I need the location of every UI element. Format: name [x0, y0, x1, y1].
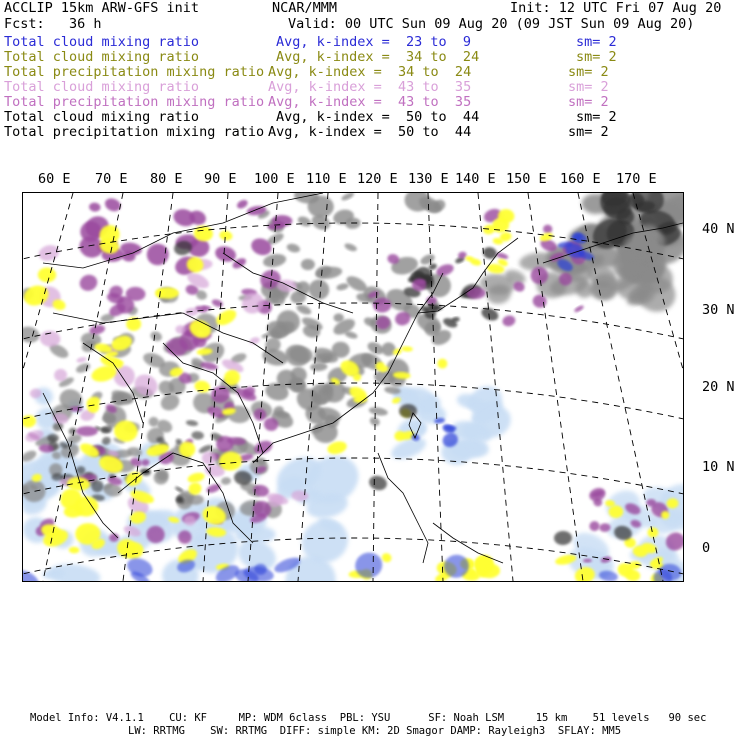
legend-smoothing: sm= 2: [568, 124, 609, 140]
precip-patch: [76, 426, 98, 436]
precip-patch: [103, 196, 123, 213]
precip-patch: [573, 304, 584, 313]
precip-patch: [205, 482, 221, 494]
longitude-label: 60 E: [38, 171, 71, 187]
legend-k-index: Avg, k-index = 43 to 35: [268, 79, 472, 95]
mid-cloud-patch: [69, 547, 80, 554]
longitude-label: 100 E: [254, 171, 295, 187]
upper-cloud-patch: [480, 306, 501, 323]
init-time: Init: 12 UTC Fri 07 Aug 20: [510, 0, 722, 16]
upper-cloud-patch: [187, 495, 204, 505]
latitude-label: 20 N: [702, 379, 735, 395]
precip-patch: [213, 244, 237, 264]
upper-cloud-patch: [343, 242, 357, 253]
latitude-label: 0: [702, 540, 711, 556]
legend-smoothing: sm= 2: [568, 79, 609, 95]
legend-field-label: Total precipitation mixing ratio: [4, 64, 265, 80]
legend-k-index: Avg, k-index = 50 to 44: [276, 109, 480, 125]
valid-time: Valid: 00 UTC Sun 09 Aug 20 (09 JST Sun 09 Aug 20): [288, 16, 695, 32]
longitude-label: 90 E: [204, 171, 237, 187]
upper-cloud-patch: [482, 246, 498, 260]
thin-cloud-patch: [23, 567, 41, 581]
precip-patch: [236, 198, 250, 210]
upper-cloud-patch: [336, 282, 350, 291]
legend-field-label: Total cloud mixing ratio: [4, 49, 200, 65]
model-info-line1: Model Info: V4.1.1 CU: KF MP: WDM 6class PBL: YSU SF: Noah LSM 15 km 51 levels 90 sec: [30, 712, 707, 724]
upper-cloud-patch: [340, 193, 355, 202]
precip-patch: [543, 224, 553, 234]
longitude-label: 150 E: [506, 171, 547, 187]
legend-k-index: Avg, k-index = 34 to 24: [276, 49, 480, 65]
legend-smoothing: sm= 2: [576, 49, 617, 65]
upper-cloud-patch: [310, 362, 328, 371]
coastline: [378, 453, 428, 563]
precip-patch: [211, 298, 224, 308]
upper-cloud-patch: [149, 330, 163, 343]
latitude-label: 40 N: [702, 221, 735, 237]
upper-cloud-patch: [295, 303, 312, 316]
meridian-line: [428, 193, 443, 581]
longitude-label: 140 E: [455, 171, 496, 187]
legend-k-index: Avg, k-index = 50 to 44: [268, 124, 472, 140]
cloud-fields: [23, 193, 683, 581]
latitude-label: 30 N: [702, 302, 735, 318]
longitude-label: 120 E: [357, 171, 398, 187]
upper-cloud-patch: [282, 341, 312, 369]
precip-patch: [89, 202, 101, 212]
mid-cloud-patch: [187, 471, 206, 484]
convective-core: [554, 531, 572, 546]
legend-field-label: Total precipitation mixing ratio: [4, 124, 265, 140]
legend-k-index: Avg, k-index = 34 to 24: [268, 64, 472, 80]
legend-smoothing: sm= 2: [576, 109, 617, 125]
upper-cloud-patch: [368, 406, 388, 417]
mid-cloud-patch: [609, 505, 624, 518]
longitude-label: 80 E: [150, 171, 183, 187]
longitude-label: 160 E: [560, 171, 601, 187]
legend-k-index: Avg, k-index = 23 to 9: [276, 34, 472, 50]
precip-patch: [496, 252, 509, 261]
precip-patch: [501, 314, 516, 328]
legend-k-index: Avg, k-index = 43 to 35: [268, 94, 472, 110]
legend-field-label: Total precipitation mixing ratio: [4, 94, 265, 110]
legend-smoothing: sm= 2: [576, 34, 617, 50]
mid-cloud-patch: [380, 551, 393, 564]
forecast-hour: Fcst: 36 h: [4, 16, 102, 32]
upper-cloud-patch: [296, 214, 313, 228]
precip-patch: [76, 356, 87, 363]
model-title: ACCLIP 15km ARW-GFS init: [4, 0, 200, 16]
legend-field-label: Total cloud mixing ratio: [4, 34, 200, 50]
upper-cloud-patch: [186, 419, 199, 426]
longitude-label: 130 E: [408, 171, 449, 187]
convective-core: [367, 474, 388, 492]
upper-cloud-patch: [220, 477, 231, 486]
upper-cloud-patch: [286, 242, 301, 254]
mid-cloud-patch: [401, 346, 413, 352]
center-label: NCAR/MMM: [272, 0, 338, 16]
legend-smoothing: sm= 2: [568, 64, 609, 80]
legend-field-label: Total cloud mixing ratio: [4, 109, 200, 125]
forecast-map: [22, 192, 684, 582]
precip-patch: [373, 298, 391, 313]
longitude-label: 70 E: [95, 171, 128, 187]
upper-cloud-patch: [23, 325, 41, 345]
latitude-label: 10 N: [702, 459, 735, 475]
model-info-line2: LW: RRTMG SW: RRTMG DIFF: simple KM: 2D Smagor DAMP: Rayleigh3 SFLAY: MM5: [128, 725, 622, 737]
upper-cloud-patch: [191, 431, 204, 440]
longitude-label: 110 E: [306, 171, 347, 187]
map-canvas: [23, 193, 683, 581]
precip-patch: [77, 272, 99, 293]
upper-cloud-patch: [68, 426, 78, 435]
legend-field-label: Total cloud mixing ratio: [4, 79, 200, 95]
upper-cloud-patch: [75, 361, 92, 374]
mid-cloud-patch: [38, 267, 57, 282]
legend-smoothing: sm= 2: [568, 94, 609, 110]
precip-patch: [589, 521, 600, 532]
upper-cloud-patch: [301, 259, 315, 270]
longitude-label: 170 E: [616, 171, 657, 187]
mid-cloud-patch: [436, 357, 449, 370]
coastline: [433, 523, 503, 563]
